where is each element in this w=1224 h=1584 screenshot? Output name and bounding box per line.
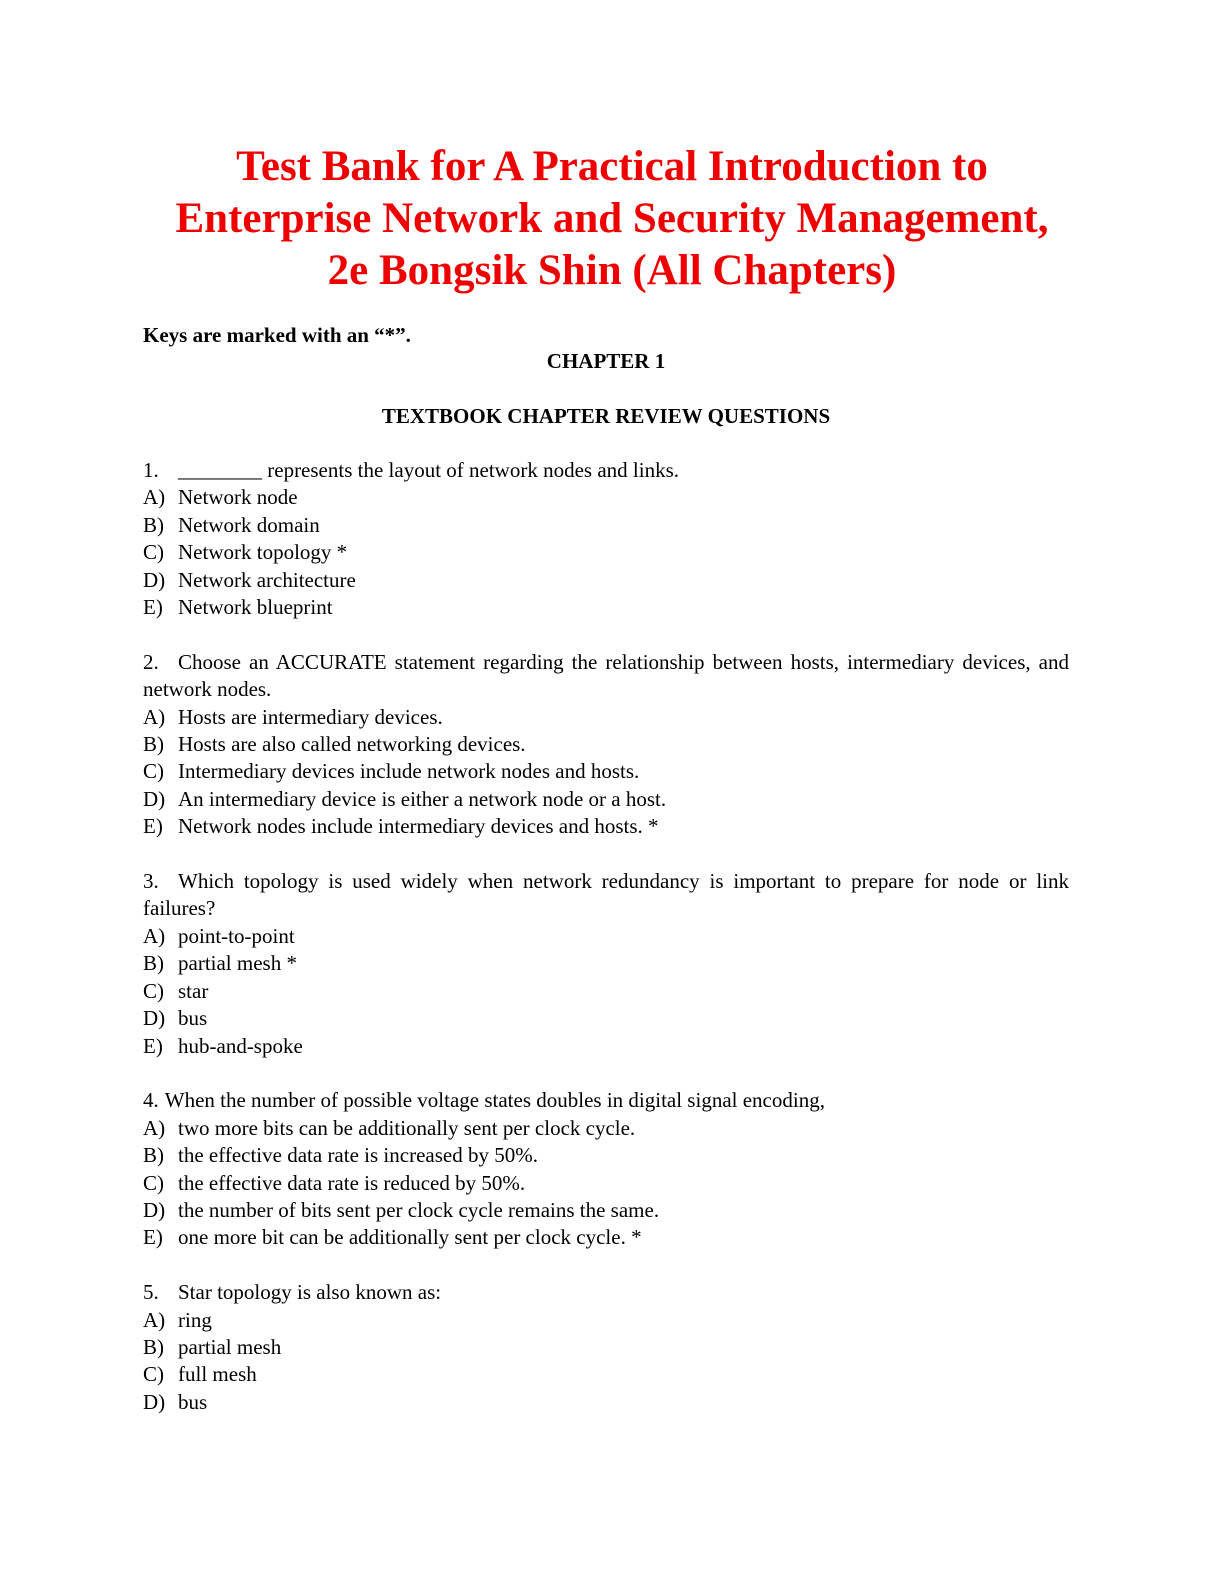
answer-option xyxy=(143,1197,1069,1224)
answer-option xyxy=(143,786,1069,813)
option-letter: A) xyxy=(143,923,166,948)
question-number: 4. xyxy=(143,1088,159,1113)
option-text: Network architecture xyxy=(178,567,356,592)
option-letter: B) xyxy=(143,732,164,757)
option-text: point-to-point xyxy=(178,923,295,948)
option-text: Hosts are intermediary devices. xyxy=(178,704,443,729)
option-text: Network blueprint xyxy=(178,595,333,620)
answer-option xyxy=(143,950,1069,977)
option-text: Network node xyxy=(178,485,298,510)
section-title: TEXTBOOK CHAPTER REVIEW QUESTIONS xyxy=(381,404,831,428)
option-letter: C) xyxy=(143,759,164,784)
question-4 xyxy=(143,1087,1069,1251)
option-letter: B) xyxy=(143,1334,164,1359)
option-text: the number of bits sent per clock cycle remains the same. xyxy=(178,1197,660,1222)
answer-option xyxy=(143,1005,1069,1032)
question-text: When the number of possible voltage states doubles in digital signal encoding, xyxy=(164,1088,825,1113)
option-text: Network nodes include intermediary devices and hosts. * xyxy=(178,814,659,839)
question-3 xyxy=(143,868,1069,1060)
option-letter: E) xyxy=(143,814,163,839)
question-number: 3. xyxy=(143,869,159,894)
option-letter: A) xyxy=(143,1115,166,1140)
option-text: one more bit can be additionally sent per clock cycle. * xyxy=(178,1225,642,1250)
answer-option xyxy=(143,1389,1069,1416)
answer-option xyxy=(143,1170,1069,1197)
option-letter: B) xyxy=(143,951,164,976)
option-text: partial mesh * xyxy=(178,951,297,976)
question-stem xyxy=(143,1279,1069,1306)
question-stem xyxy=(143,868,1069,923)
question-number: 5. xyxy=(143,1280,159,1305)
option-letter: D) xyxy=(143,1197,166,1222)
option-text: partial mesh xyxy=(178,1334,282,1359)
answer-option xyxy=(143,512,1069,539)
option-letter: D) xyxy=(143,1389,166,1414)
question-number: 1. xyxy=(143,458,159,482)
question-text: Star topology is also known as: xyxy=(178,1280,442,1305)
option-letter: D) xyxy=(143,786,166,811)
question-text: Choose an ACCURATE statement regarding the relationship between hosts, intermediary devices, and network nodes. xyxy=(143,649,1069,702)
answer-option xyxy=(143,1142,1069,1169)
answer-option xyxy=(143,1224,1069,1251)
option-letter: B) xyxy=(143,512,164,537)
question-stem xyxy=(143,649,1069,704)
answer-option xyxy=(143,1115,1069,1142)
option-text: Network domain xyxy=(178,512,320,537)
answer-option xyxy=(143,978,1069,1005)
chapter-heading: CHAPTER 1 xyxy=(546,349,666,373)
option-letter: C) xyxy=(143,1170,164,1195)
option-text: hub-and-spoke xyxy=(178,1033,303,1058)
answer-option xyxy=(143,1307,1069,1334)
question-number: 2. xyxy=(143,649,159,674)
answer-option xyxy=(143,567,1069,594)
option-letter: A) xyxy=(143,704,166,729)
option-text: bus xyxy=(178,1006,208,1031)
option-letter: D) xyxy=(143,567,166,592)
option-letter: E) xyxy=(143,595,163,620)
option-text: the effective data rate is increased by 50%. xyxy=(178,1143,538,1168)
option-text: the effective data rate is reduced by 50%. xyxy=(178,1170,526,1195)
option-text: star xyxy=(178,978,209,1003)
answer-option xyxy=(143,923,1069,950)
option-letter: D) xyxy=(143,1006,166,1031)
title-line-3: 2e Bongsik Shin (All Chapters) xyxy=(327,247,897,294)
question-list xyxy=(143,457,1069,1444)
answer-option xyxy=(143,539,1069,566)
title-line-2: Enterprise Network and Security Management, xyxy=(175,195,1049,242)
answer-option xyxy=(143,1361,1069,1388)
answer-option xyxy=(143,758,1069,785)
answer-option xyxy=(143,1033,1069,1060)
question-stem xyxy=(143,457,1069,484)
option-text: bus xyxy=(178,1389,208,1414)
option-text: full mesh xyxy=(178,1362,257,1387)
option-text: ring xyxy=(178,1307,212,1332)
answer-option xyxy=(143,594,1069,621)
document-title xyxy=(0,141,1224,297)
question-1 xyxy=(143,457,1069,621)
question-5 xyxy=(143,1279,1069,1416)
answer-option xyxy=(143,704,1069,731)
option-letter: E) xyxy=(143,1225,163,1250)
title-line-1: Test Bank for A Practical Introduction to xyxy=(236,143,988,190)
option-letter: B) xyxy=(143,1143,164,1168)
answer-option xyxy=(143,731,1069,758)
option-text: Network topology * xyxy=(178,540,348,565)
option-text: An intermediary device is either a network node or a host. xyxy=(178,786,667,811)
option-letter: C) xyxy=(143,1362,164,1387)
question-stem xyxy=(143,1087,1069,1114)
option-text: Hosts are also called networking devices. xyxy=(178,732,526,757)
option-text: Intermediary devices include network nodes and hosts. xyxy=(178,759,640,784)
option-letter: C) xyxy=(143,540,164,565)
option-letter: C) xyxy=(143,978,164,1003)
question-2 xyxy=(143,649,1069,841)
keys-note: Keys are marked with an “*”. xyxy=(143,323,411,347)
answer-option xyxy=(143,484,1069,511)
option-letter: A) xyxy=(143,1307,166,1332)
answer-option xyxy=(143,813,1069,840)
question-text: Which topology is used widely when network redundancy is important to prepare for node or link failures? xyxy=(143,869,1069,921)
option-letter: E) xyxy=(143,1033,163,1058)
question-text: ________ represents the layout of network nodes and links. xyxy=(178,458,679,482)
option-letter: A) xyxy=(143,485,166,510)
option-text: two more bits can be additionally sent per clock cycle. xyxy=(178,1115,636,1140)
answer-option xyxy=(143,1334,1069,1361)
